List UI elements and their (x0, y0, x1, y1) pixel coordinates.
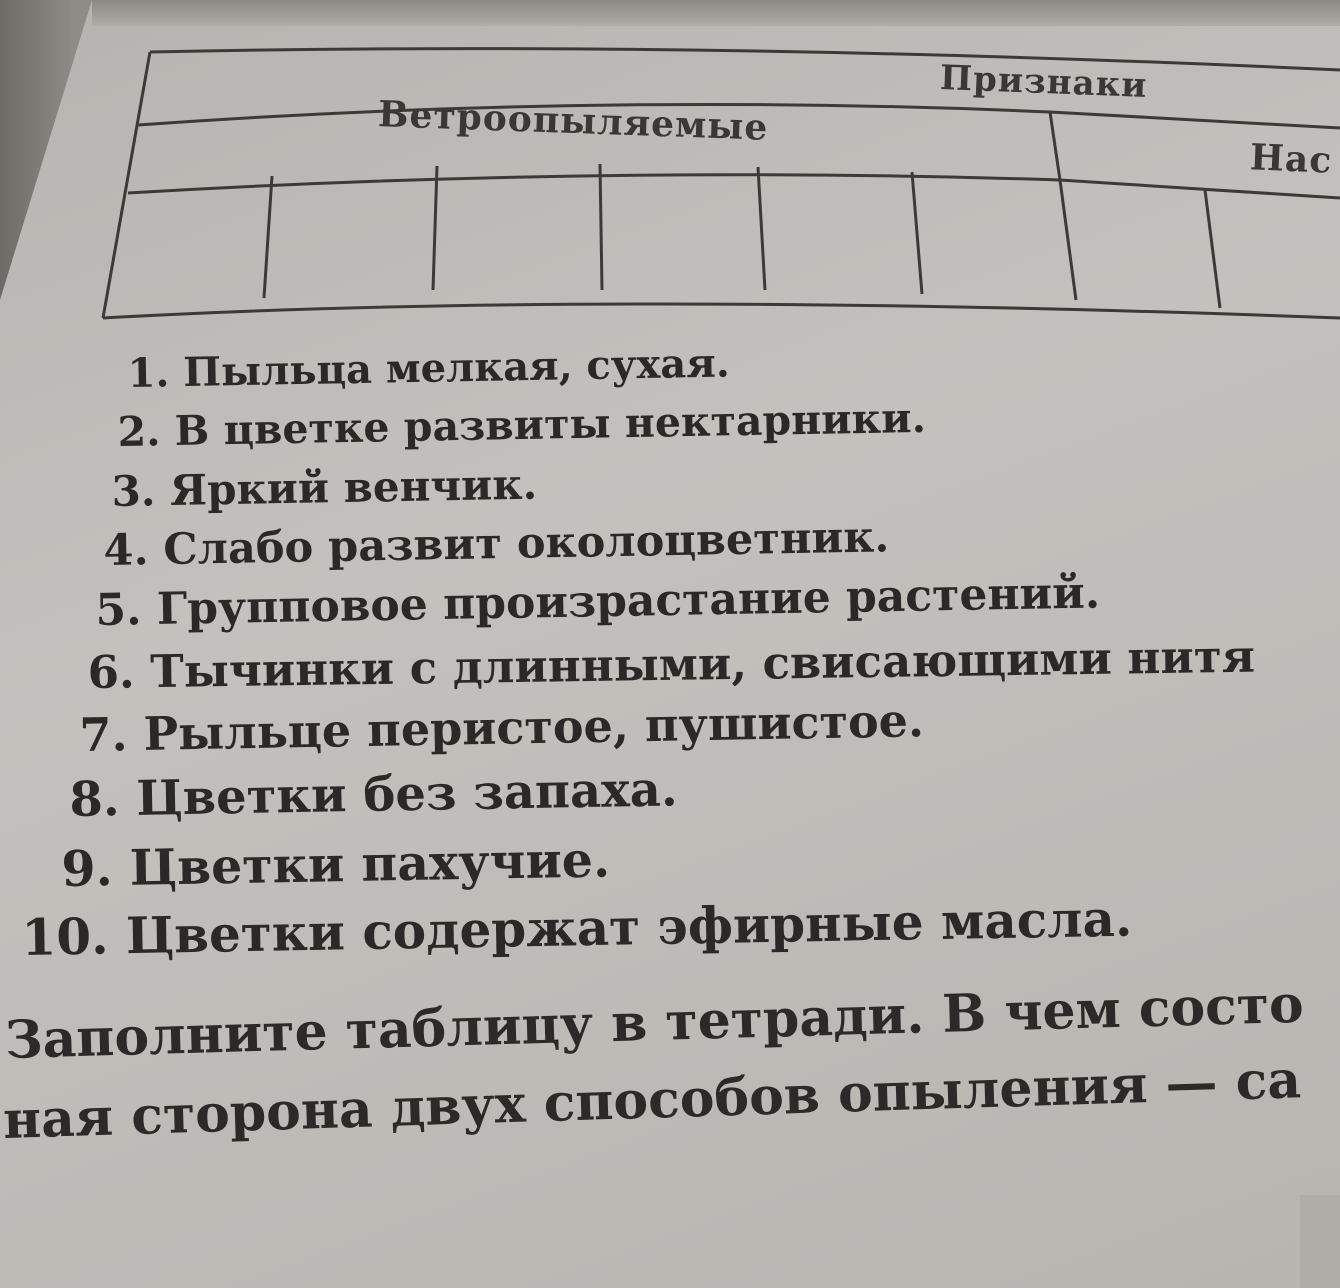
list-item (127, 339, 730, 397)
list-item (61, 830, 611, 898)
list-item (103, 512, 890, 576)
list-item-number: 7. (79, 707, 129, 762)
list-item-text: Яркий венчик. (169, 459, 538, 515)
list-item-number: 2. (117, 407, 161, 456)
list-item-text: Цветки пахучие. (129, 830, 611, 897)
task-line-1: Заполните таблицу в тетради. В чем состо (4, 973, 1305, 1071)
table-header-insect-pollinated: Нас (1249, 136, 1334, 182)
list-item-number: 5. (95, 584, 142, 636)
list-item-text: Рыльце перистое, пушистое. (143, 693, 925, 761)
list-item-number: 9. (60, 839, 114, 898)
list-item (111, 460, 537, 516)
page-corner (1300, 1195, 1340, 1288)
list-item (79, 693, 924, 762)
table-header-features: Признаки (939, 58, 1149, 106)
table-header-wind-pollinated: Ветроопыляемые (377, 93, 770, 149)
list-item-number: 8. (69, 771, 121, 828)
list-item-text: Цветки без запаха. (135, 761, 679, 827)
list-item-number: 1. (127, 349, 170, 397)
list-item-number: 10. (20, 906, 109, 967)
list-item-text: Цветки содержат эфирные масла. (125, 888, 1133, 966)
list-item (69, 761, 678, 828)
list-item-number: 3. (111, 466, 156, 516)
list-item-text: Групповое произрастание растений. (156, 567, 1101, 635)
list-item (21, 889, 1133, 967)
list-item-text: Пыльца мелкая, сухая. (182, 339, 731, 397)
list-item (95, 567, 1100, 636)
list-item-number: 6. (87, 645, 135, 699)
list-item (87, 630, 1255, 699)
task-line-2: ная сторона двух способов опыления — са (2, 1049, 1302, 1151)
list-item-text: В цветке развиты нектарники. (174, 393, 927, 456)
list-item (117, 394, 926, 456)
list-item-number: 4. (103, 525, 149, 576)
list-item-text: Тычинки с длинными, свисающими нитя (149, 629, 1256, 699)
list-item-text: Слабо развит околоцветник. (162, 512, 890, 575)
